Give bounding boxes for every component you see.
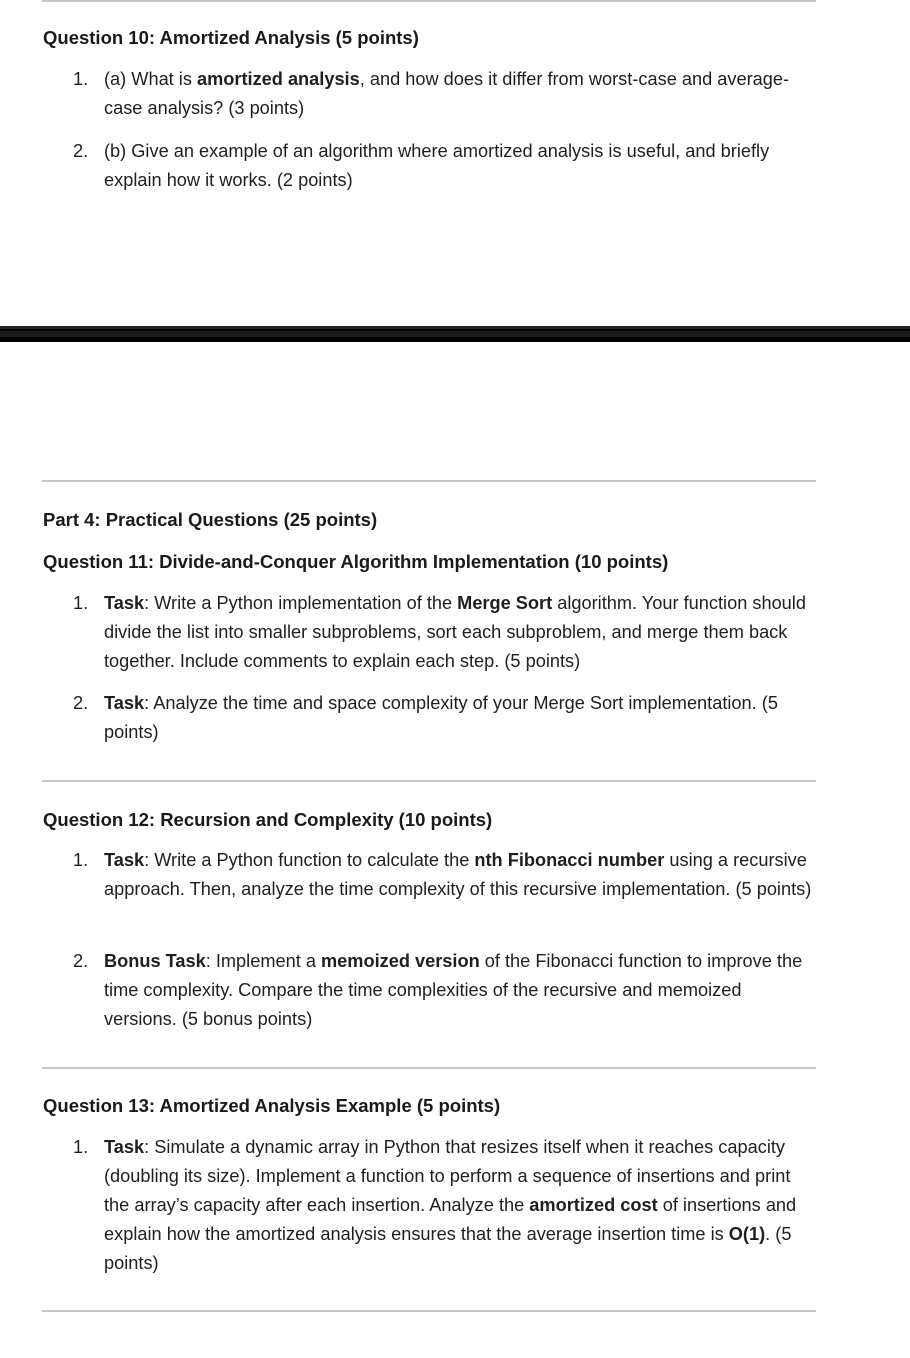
item-text: (a) What is amortized analysis, and how does it differ from worst-case and average-case analysis? (3 points) <box>104 69 790 118</box>
item-number: 1. <box>73 69 89 89</box>
divider <box>42 780 816 782</box>
part-4-heading: Part 4: Practical Questions (25 points) <box>43 509 378 530</box>
list-item <box>73 947 818 1034</box>
list-item <box>73 65 818 123</box>
list-item <box>73 589 818 676</box>
item-text: Bonus Task: Implement a memoized version of the Fibonacci function to improve the time complexity. Compare the time complexities of the recursive and memoized versions. (5 bonus points) <box>104 951 803 1029</box>
question-10-heading: Question 10: Amortized Analysis (5 points) <box>43 27 419 48</box>
item-number: 1. <box>73 1137 89 1157</box>
question-11-heading: Question 11: Divide-and-Conquer Algorithm Implementation (10 points) <box>43 551 669 572</box>
question-13-heading: Question 13: Amortized Analysis Example (5 points) <box>43 1095 501 1116</box>
item-number: 1. <box>73 593 89 613</box>
item-text: Task: Analyze the time and space complexity of your Merge Sort implementation. (5 points) <box>104 693 778 742</box>
item-text: (b) Give an example of an algorithm where amortized analysis is useful, and briefly explain how it works. (2 points) <box>104 141 770 190</box>
divider <box>42 1310 816 1312</box>
divider <box>42 1067 816 1069</box>
list-item <box>73 137 818 195</box>
item-text: Task: Write a Python function to calculate the nth Fibonacci number using a recursive approach. Then, analyze the time complexity of this recursive implementation. (5 points) <box>104 850 812 899</box>
item-text: Task: Simulate a dynamic array in Python that resizes itself when it reaches capacity (doubling its size). Implement a function to perform a sequence of insertions and print the array’s capacity after each insertion. Analyze the amortized cost of insertions and explain how the amortized analysis ensures that the average insertion time is O(1). (5 points) <box>104 1137 797 1273</box>
item-text: Task: Write a Python implementation of the Merge Sort algorithm. Your function should divide the list into smaller subproblems, sort each subproblem, and merge them back together. Include comments to explain each step. (5 points) <box>104 593 806 671</box>
page-break-bar <box>0 326 910 342</box>
item-number: 1. <box>73 850 89 870</box>
list-item <box>73 846 818 904</box>
item-number: 2. <box>73 951 89 971</box>
question-12-heading: Question 12: Recursion and Complexity (10 points) <box>43 809 493 830</box>
divider <box>42 480 816 482</box>
item-number: 2. <box>73 693 89 713</box>
list-item <box>73 689 818 747</box>
divider <box>42 0 816 2</box>
list-item <box>73 1133 818 1278</box>
item-number: 2. <box>73 141 89 161</box>
